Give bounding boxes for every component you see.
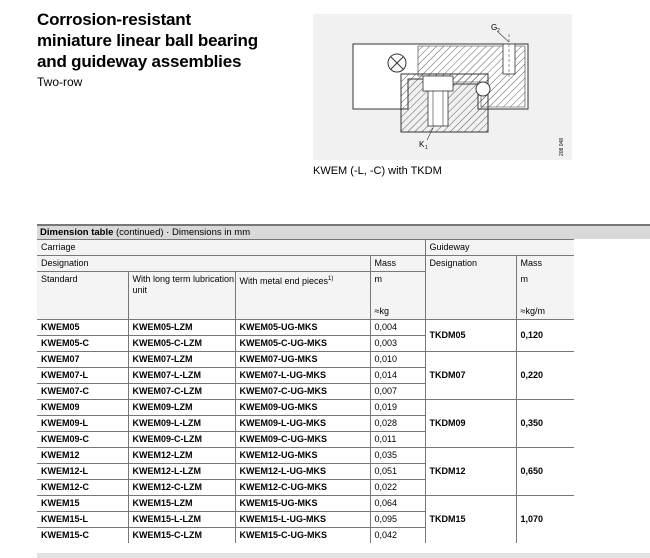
standard-cell: KWEM12-L: [37, 464, 128, 480]
guideway-mass-cell: 0,350: [516, 400, 574, 448]
mass-cell: 0,022: [370, 480, 425, 496]
standard-cell: KWEM09: [37, 400, 128, 416]
long-term-cell: KWEM07-L-LZM: [128, 368, 235, 384]
metal-end-label: With metal end pieces: [239, 276, 329, 286]
mass-cell: 0,042: [370, 528, 425, 544]
guideway-mass-cell: 0,120: [516, 320, 574, 352]
long-term-cell: KWEM09-C-LZM: [128, 432, 235, 448]
title-line-1: Corrosion-resistant: [37, 10, 191, 29]
mass-cell: 0,019: [370, 400, 425, 416]
mass-cell: 0,004: [370, 320, 425, 336]
standard-cell: KWEM15: [37, 496, 128, 512]
long-term-cell: KWEM12-LZM: [128, 448, 235, 464]
long-term-cell: KWEM15-LZM: [128, 496, 235, 512]
kg-m-unit: ≈kg/m: [520, 305, 545, 316]
dimension-grid: [37, 239, 574, 543]
metal-end-cell: KWEM09-UG-MKS: [235, 400, 370, 416]
metal-end-cell: KWEM15-UG-MKS: [235, 496, 370, 512]
gw-designation-blank: [425, 272, 516, 320]
table-heading: [37, 224, 650, 239]
metal-end-cell: KWEM07-UG-MKS: [235, 352, 370, 368]
table-row: [37, 448, 574, 464]
m-header-cell: [370, 272, 425, 320]
standard-cell: KWEM15-C: [37, 528, 128, 544]
standard-header: Standard: [37, 272, 128, 320]
long-term-cell: KWEM15-L-LZM: [128, 512, 235, 528]
metal-end-cell: KWEM15-C-UG-MKS: [235, 528, 370, 544]
kg-unit: ≈kg: [374, 306, 389, 316]
standard-cell: KWEM05: [37, 320, 128, 336]
standard-cell: KWEM07-L: [37, 368, 128, 384]
table-heading-rest: (continued) · Dimensions in mm: [113, 227, 251, 238]
mass-cell: 0,064: [370, 496, 425, 512]
drawing-code: 208 048: [559, 137, 565, 156]
mass-cell: 0,007: [370, 384, 425, 400]
metal-end-cell: KWEM09-L-UG-MKS: [235, 416, 370, 432]
metal-end-sup: 1): [328, 276, 334, 282]
guideway-designation-cell: TKDM07: [425, 352, 516, 400]
guideway-designation-cell: TKDM09: [425, 400, 516, 448]
standard-cell: KWEM15-L: [37, 512, 128, 528]
mass-cell: 0,028: [370, 416, 425, 432]
label-g2: G: [491, 23, 498, 32]
mass-cell: 0,035: [370, 448, 425, 464]
table-row: [37, 352, 574, 368]
mass-cell: 0,014: [370, 368, 425, 384]
label-k1: K: [419, 140, 425, 149]
table-row: [37, 496, 574, 512]
metal-end-cell: KWEM12-C-UG-MKS: [235, 480, 370, 496]
long-term-cell: KWEM15-C-LZM: [128, 528, 235, 544]
long-term-cell: KWEM07-LZM: [128, 352, 235, 368]
table-row: [37, 320, 574, 336]
dimension-table: [37, 224, 650, 543]
standard-cell: KWEM07: [37, 352, 128, 368]
carriage-header: Carriage: [37, 240, 425, 256]
drawing-caption: KWEM (-L, -C) with TKDM: [313, 165, 442, 177]
metal-end-cell: KWEM12-L-UG-MKS: [235, 464, 370, 480]
metal-end-cell: KWEM05-UG-MKS: [235, 320, 370, 336]
guideway-mass-cell: 1,070: [516, 496, 574, 544]
guideway-header: Guideway: [425, 240, 574, 256]
guideway-designation-cell: TKDM12: [425, 448, 516, 496]
mass-cell: 0,010: [370, 352, 425, 368]
mass-header: Mass: [370, 256, 425, 272]
standard-cell: KWEM09-L: [37, 416, 128, 432]
mass-cell: 0,051: [370, 464, 425, 480]
guideway-designation-cell: TKDM05: [425, 320, 516, 352]
gw-mass-header: Mass: [516, 256, 574, 272]
mass-cell: 0,095: [370, 512, 425, 528]
footer-band: [37, 553, 650, 558]
guideway-mass-cell: 0,650: [516, 448, 574, 496]
long-term-header: With long term lubrication unit: [128, 272, 235, 320]
page-subtitle: Two-row: [37, 75, 83, 89]
title-line-2: miniature linear ball bearing: [37, 31, 258, 50]
table-row: [37, 400, 574, 416]
m-unit: m: [374, 274, 382, 284]
guideway-mass-cell: 0,220: [516, 352, 574, 400]
guideway-designation-cell: TKDM15: [425, 496, 516, 544]
metal-end-cell: KWEM09-C-UG-MKS: [235, 432, 370, 448]
long-term-cell: KWEM07-C-LZM: [128, 384, 235, 400]
long-term-cell: KWEM12-C-LZM: [128, 480, 235, 496]
cross-section-drawing: [313, 14, 572, 160]
designation-header: Designation: [37, 256, 370, 272]
long-term-cell: KWEM05-LZM: [128, 320, 235, 336]
metal-end-cell: KWEM07-L-UG-MKS: [235, 368, 370, 384]
standard-cell: KWEM12-C: [37, 480, 128, 496]
standard-cell: KWEM12: [37, 448, 128, 464]
table-heading-bold: Dimension table: [40, 227, 114, 238]
metal-end-cell: KWEM07-C-UG-MKS: [235, 384, 370, 400]
standard-cell: KWEM07-C: [37, 384, 128, 400]
gw-designation-header: Designation: [425, 256, 516, 272]
label-k1-sub: 1: [425, 145, 428, 151]
long-term-cell: KWEM12-L-LZM: [128, 464, 235, 480]
metal-end-cell: KWEM12-UG-MKS: [235, 448, 370, 464]
gw-m-unit: m: [520, 273, 529, 284]
metal-end-cell: KWEM05-C-UG-MKS: [235, 336, 370, 352]
gw-m-header-cell: [516, 272, 574, 320]
mass-cell: 0,011: [370, 432, 425, 448]
long-term-cell: KWEM09-LZM: [128, 400, 235, 416]
label-g2-sub: 2: [497, 28, 500, 34]
page-title: [37, 9, 258, 72]
long-term-cell: KWEM05-C-LZM: [128, 336, 235, 352]
standard-cell: KWEM09-C: [37, 432, 128, 448]
technical-drawing: [313, 14, 572, 160]
metal-end-header: [235, 272, 370, 320]
long-term-cell: KWEM09-L-LZM: [128, 416, 235, 432]
metal-end-cell: KWEM15-L-UG-MKS: [235, 512, 370, 528]
mass-cell: 0,003: [370, 336, 425, 352]
title-line-3: and guideway assemblies: [37, 52, 242, 71]
standard-cell: KWEM05-C: [37, 336, 128, 352]
